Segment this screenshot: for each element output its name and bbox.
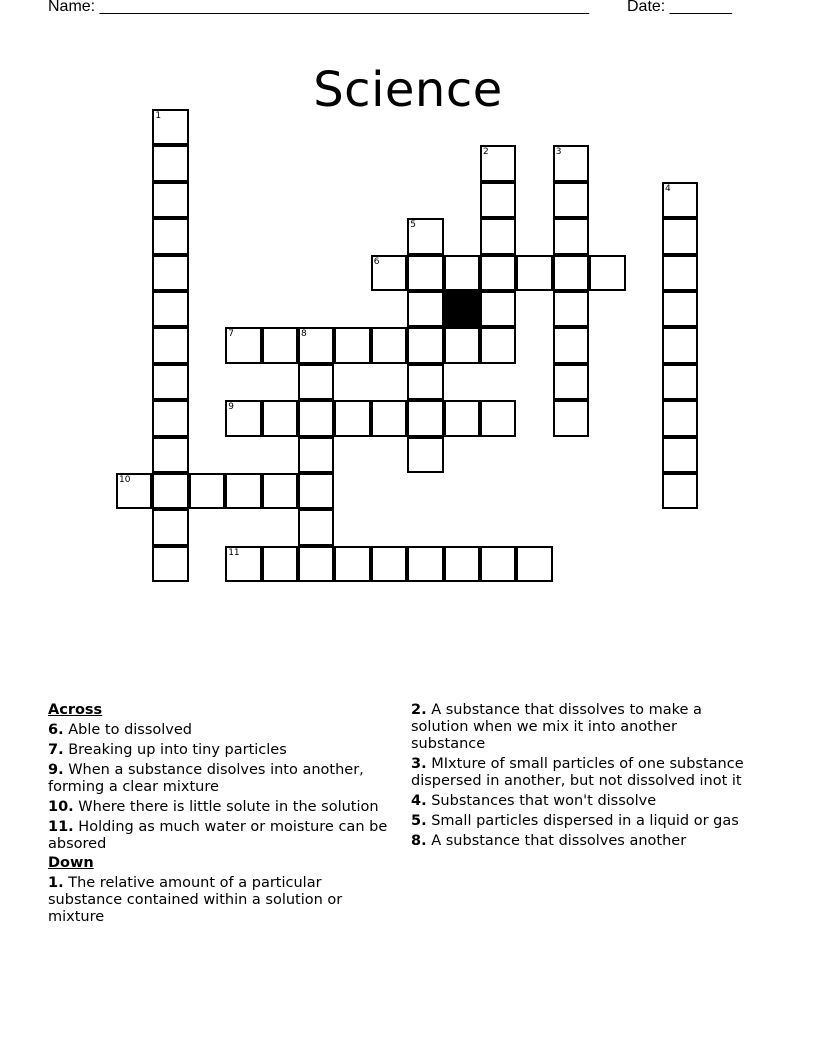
clue-number: 11.: [48, 819, 74, 835]
grid-cell[interactable]: [152, 291, 188, 327]
grid-cell[interactable]: [553, 364, 589, 400]
grid-cell[interactable]: [407, 364, 443, 400]
grid-cell[interactable]: [553, 145, 589, 181]
grid-cell[interactable]: [407, 400, 443, 436]
grid-cell[interactable]: [225, 546, 261, 582]
grid-cell[interactable]: [152, 182, 188, 218]
across-heading: Across: [48, 702, 103, 718]
clue-text: A substance that dissolves to make a solution when we mix it into another substance: [411, 702, 702, 752]
grid-cell[interactable]: [298, 437, 334, 473]
grid-cell[interactable]: [480, 291, 516, 327]
grid-cell[interactable]: [516, 255, 552, 291]
clue-number: 4.: [411, 793, 427, 809]
grid-cell[interactable]: [662, 400, 698, 436]
grid-cell[interactable]: [152, 109, 188, 145]
grid-cell[interactable]: [189, 473, 225, 509]
clue-number: 1.: [48, 875, 64, 891]
grid-cell[interactable]: [152, 546, 188, 582]
grid-cell[interactable]: [262, 327, 298, 363]
cell-number: 11: [228, 547, 240, 558]
cell-number: 8: [301, 329, 307, 340]
grid-cell[interactable]: [553, 291, 589, 327]
clue-down-2: [411, 702, 751, 753]
grid-cell[interactable]: [225, 400, 261, 436]
clue-text: Able to dissolved: [63, 722, 193, 738]
clue-number: 10.: [48, 799, 74, 815]
name-field[interactable]: Name: _______________________________________________________: [48, 0, 589, 15]
grid-cell[interactable]: [553, 218, 589, 254]
clue-across-10: [48, 799, 398, 816]
grid-cell[interactable]: [480, 218, 516, 254]
grid-cell[interactable]: [662, 364, 698, 400]
grid-cell[interactable]: [480, 145, 516, 181]
clue-number: 5.: [411, 813, 427, 829]
clues-column-right: [411, 702, 751, 853]
grid-cell[interactable]: [407, 546, 443, 582]
grid-cell[interactable]: [407, 437, 443, 473]
grid-cell[interactable]: [152, 473, 188, 509]
grid-cell[interactable]: [516, 546, 552, 582]
grid-cell[interactable]: [480, 400, 516, 436]
grid-cell[interactable]: [371, 327, 407, 363]
grid-cell[interactable]: [152, 437, 188, 473]
grid-cell[interactable]: [152, 364, 188, 400]
clue-number: 7.: [48, 742, 64, 758]
grid-cell[interactable]: [262, 400, 298, 436]
grid-cell[interactable]: [298, 546, 334, 582]
clue-text: The relative amount of a particular substance contained within a solution or mixture: [48, 875, 343, 925]
clue-down-1: [48, 875, 398, 926]
grid-cell[interactable]: [152, 400, 188, 436]
clue-text: MIxture of small particles of one substance dispersed in another, but not dissolved inot it: [411, 756, 744, 789]
date-field[interactable]: Date: _______: [627, 0, 732, 15]
clue-down-3: [411, 756, 751, 790]
grid-cell[interactable]: [407, 327, 443, 363]
cell-number: 10: [119, 475, 131, 485]
grid-cell[interactable]: [334, 546, 370, 582]
grid-cell[interactable]: [152, 327, 188, 363]
clue-text: Small particles dispersed in a liquid or gas: [426, 813, 739, 829]
grid-cell[interactable]: [371, 400, 407, 436]
clues-column-left: [48, 702, 398, 929]
clue-down-4: [411, 793, 751, 810]
down-heading: Down: [48, 855, 94, 871]
page-title: Science: [313, 62, 503, 119]
clue-number: 6.: [48, 722, 64, 738]
grid-cell[interactable]: [407, 255, 443, 291]
cell-number: 6: [373, 256, 380, 267]
grid-cell[interactable]: [371, 546, 407, 582]
grid-cell[interactable]: [480, 327, 516, 363]
grid-cell[interactable]: [553, 255, 589, 291]
clue-text: Holding as much water or moisture can be absored: [48, 819, 388, 852]
clue-across-11: [48, 819, 398, 853]
grid-cell[interactable]: [152, 145, 188, 181]
cell-number: 9: [228, 402, 234, 413]
grid-cell[interactable]: [662, 327, 698, 363]
grid-cell[interactable]: [262, 473, 298, 509]
clue-across-6: [48, 722, 398, 739]
clue-number: 8.: [411, 833, 427, 849]
clue-text: When a substance disolves into another, forming a clear mixture: [48, 762, 364, 795]
grid-cell[interactable]: [371, 255, 407, 291]
grid-cell[interactable]: [662, 473, 698, 509]
clue-text: A substance that dissolves another: [426, 833, 687, 849]
grid-cell[interactable]: [298, 509, 334, 545]
clue-number: 3.: [411, 756, 427, 772]
grid-cell[interactable]: [152, 255, 188, 291]
grid-cell[interactable]: [444, 255, 480, 291]
grid-cell[interactable]: [444, 400, 480, 436]
clue-across-9: [48, 762, 398, 796]
grid-cell[interactable]: [152, 218, 188, 254]
grid-cell[interactable]: [225, 327, 261, 363]
grid-cell[interactable]: [298, 473, 334, 509]
grid-cell[interactable]: [298, 364, 334, 400]
grid-cell[interactable]: [662, 437, 698, 473]
cell-number: 7: [228, 329, 234, 340]
cell-number: 1: [155, 111, 162, 121]
grid-cell[interactable]: [444, 546, 480, 582]
grid-cell[interactable]: [480, 255, 516, 291]
grid-cell[interactable]: [116, 473, 152, 509]
cell-number: 3: [555, 147, 562, 158]
clue-text: Breaking up into tiny particles: [63, 742, 287, 758]
grid-cell[interactable]: [298, 327, 334, 363]
grid-cell[interactable]: [553, 400, 589, 436]
clue-across-7: [48, 742, 398, 759]
grid-cell[interactable]: [444, 327, 480, 363]
grid-cell[interactable]: [334, 400, 370, 436]
clue-text: Where there is little solute in the solution: [73, 799, 379, 815]
grid-cell[interactable]: [298, 400, 334, 436]
grid-cell[interactable]: [662, 255, 698, 291]
grid-cell[interactable]: [225, 473, 261, 509]
cell-number: 2: [483, 147, 489, 158]
grid-cell[interactable]: [589, 255, 625, 291]
cell-number: 4: [665, 183, 671, 194]
grid-cell[interactable]: [553, 182, 589, 218]
clue-down-5: [411, 813, 751, 830]
grid-cell[interactable]: [407, 218, 443, 254]
grid-cell[interactable]: [152, 509, 188, 545]
grid-cell[interactable]: [553, 327, 589, 363]
grid-cell[interactable]: [662, 182, 698, 218]
grid-cell[interactable]: [662, 218, 698, 254]
grid-cell[interactable]: [480, 546, 516, 582]
grid-cell[interactable]: [662, 291, 698, 327]
grid-cell[interactable]: [262, 546, 298, 582]
clue-number: 9.: [48, 762, 64, 778]
grid-cell[interactable]: [407, 291, 443, 327]
cell-number: 5: [410, 220, 416, 231]
clue-number: 2.: [411, 702, 427, 718]
grid-cell[interactable]: [480, 182, 516, 218]
clue-text: Substances that won't dissolve: [426, 793, 657, 809]
grid-cell[interactable]: [334, 327, 370, 363]
blocked-cell: [444, 291, 480, 327]
clue-down-8: [411, 833, 751, 850]
